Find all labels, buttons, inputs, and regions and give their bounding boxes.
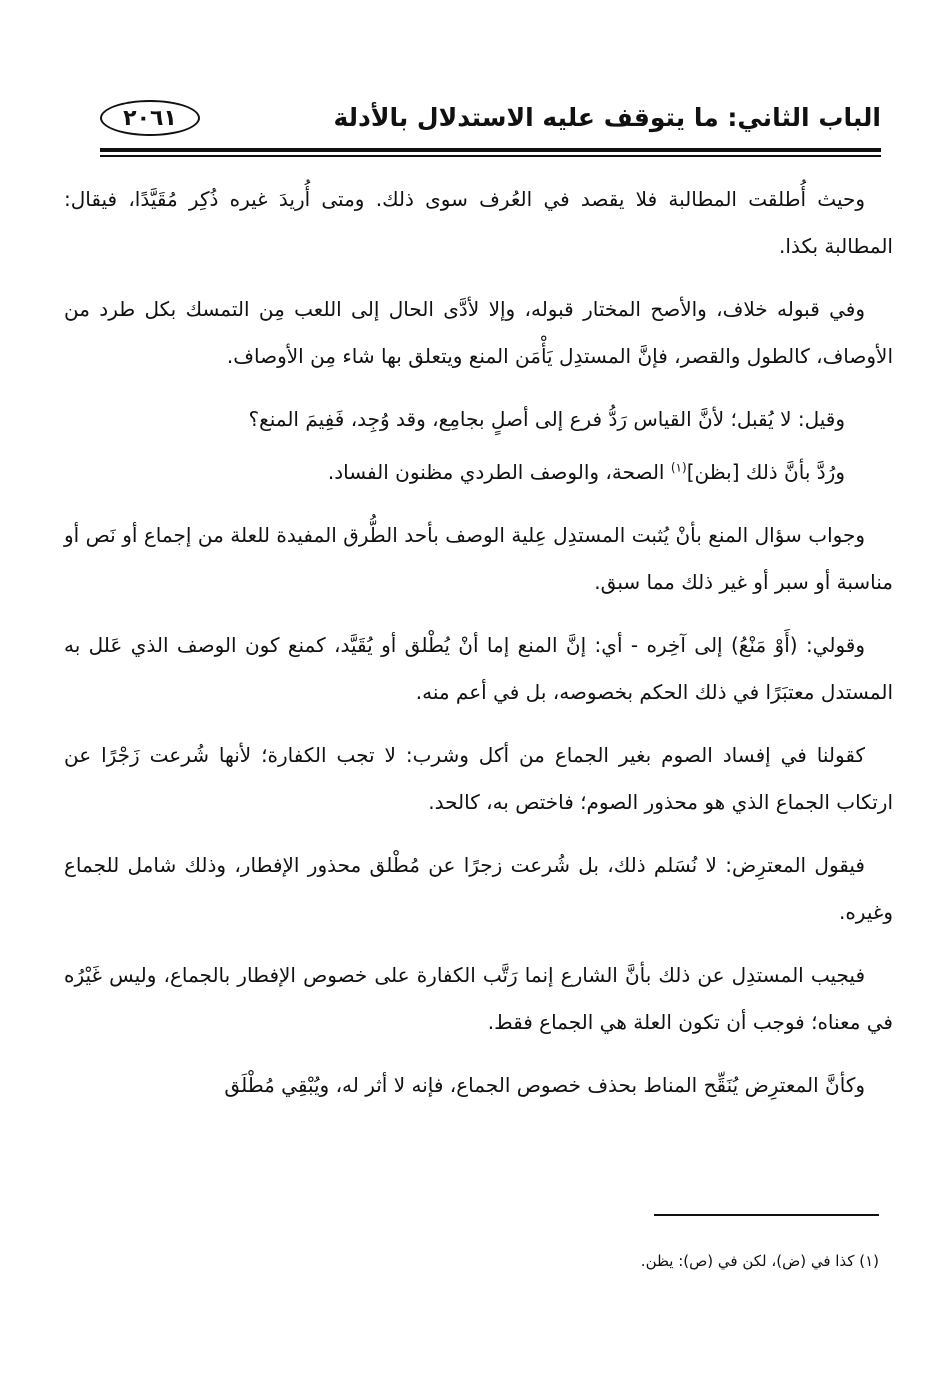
paragraph-2: وفي قبوله خلاف، والأصح المختار قبوله، وإلا لأدَّى الحال إلى اللعب مِن التمسك بكل طرد من الأوصاف، كالطول والقصر، فإنَّ المستدِل يَأْمَن المنع ويتعلق بها شاء مِن الأوصاف. — [64, 297, 893, 368]
paragraph-4-part-b: الصحة، والوصف الطردي مظنون الفساد. — [327, 459, 671, 484]
paragraph-6: وقولي: (أَوْ مَنْعُ) إلى آخِره - أي: إنَّ المنع إما أنْ يُطْلق أو يُقَيَّد، كمنع كون الوصف الذي عَلل به المستدل معتبَرًا في ذلك الحكم بخصوصه، بل في أعم منه. — [64, 633, 893, 704]
paragraph-7: كقولنا في إفساد الصوم بغير الجماع من أكل وشرب: لا تجب الكفارة؛ لأنها شُرعت زَجْرًا عن ارتكاب الجماع الذي هو محذور الصوم؛ فاختص به، كالحد. — [64, 743, 893, 814]
footnote: (١) كذا في (ض)، لكن في (ص): يظن. — [640, 1252, 879, 1270]
page-number-badge: ٢٠٦١ — [100, 100, 200, 136]
paragraph-8: فيقول المعترِض: لا نُسَلم ذلك، بل شُرعت زجرًا عن مُطْلق محذور الإفطار، وذلك شامل للجماع وغيره. — [64, 853, 893, 924]
header-rule-thin — [100, 155, 881, 157]
paragraph-4 — [64, 449, 893, 496]
running-head — [100, 90, 881, 146]
paragraph-1: وحيث أُطلقت المطالبة فلا يقصد في العُرف سوى ذلك. ومتى أُريدَ غيره ذُكِر مُقَيَّدًا، فيقال: المطالبة بكذا. — [64, 187, 893, 258]
paragraph-5: وجواب سؤال المنع بأنْ يُثبت المستدِل عِلية الوصف بأحد الطُّرق المفيدة للعلة من إجماع أو نَص أو مناسبة أو سبر أو غير ذلك مما سبق. — [64, 523, 893, 594]
paragraph-3: وقيل: لا يُقبل؛ لأنَّ القياس رَدُّ فرع إلى أصلٍ بجامِع، وقد وُجِد، فَفِيمَ المنع؟ — [248, 407, 845, 431]
footnote-rule — [654, 1214, 879, 1216]
footnote-marker[interactable]: (١) — [670, 459, 687, 474]
paragraph-9: فيجيب المستدِل عن ذلك بأنَّ الشارع إنما رَتَّب الكفارة على خصوص الإفطار بالجماع، وليس غَيْرُه في معناه؛ فوجب أن تكون العلة هي الجماع فقط. — [64, 963, 893, 1034]
header-rule-thick — [100, 148, 881, 152]
paragraph-10: وكأنَّ المعترِض يُنَقِّح المناط بحذف خصوص الجماع، فإنه لا أثر له، ويُبْقِي مُطْلَق — [224, 1073, 865, 1097]
paragraph-4-part-a: ورُدَّ بأنَّ ذلك [بظن] — [686, 459, 845, 484]
main-text — [64, 176, 893, 1126]
chapter-title: الباب الثاني: ما يتوقف عليه الاستدلال بالأدلة — [333, 103, 881, 132]
